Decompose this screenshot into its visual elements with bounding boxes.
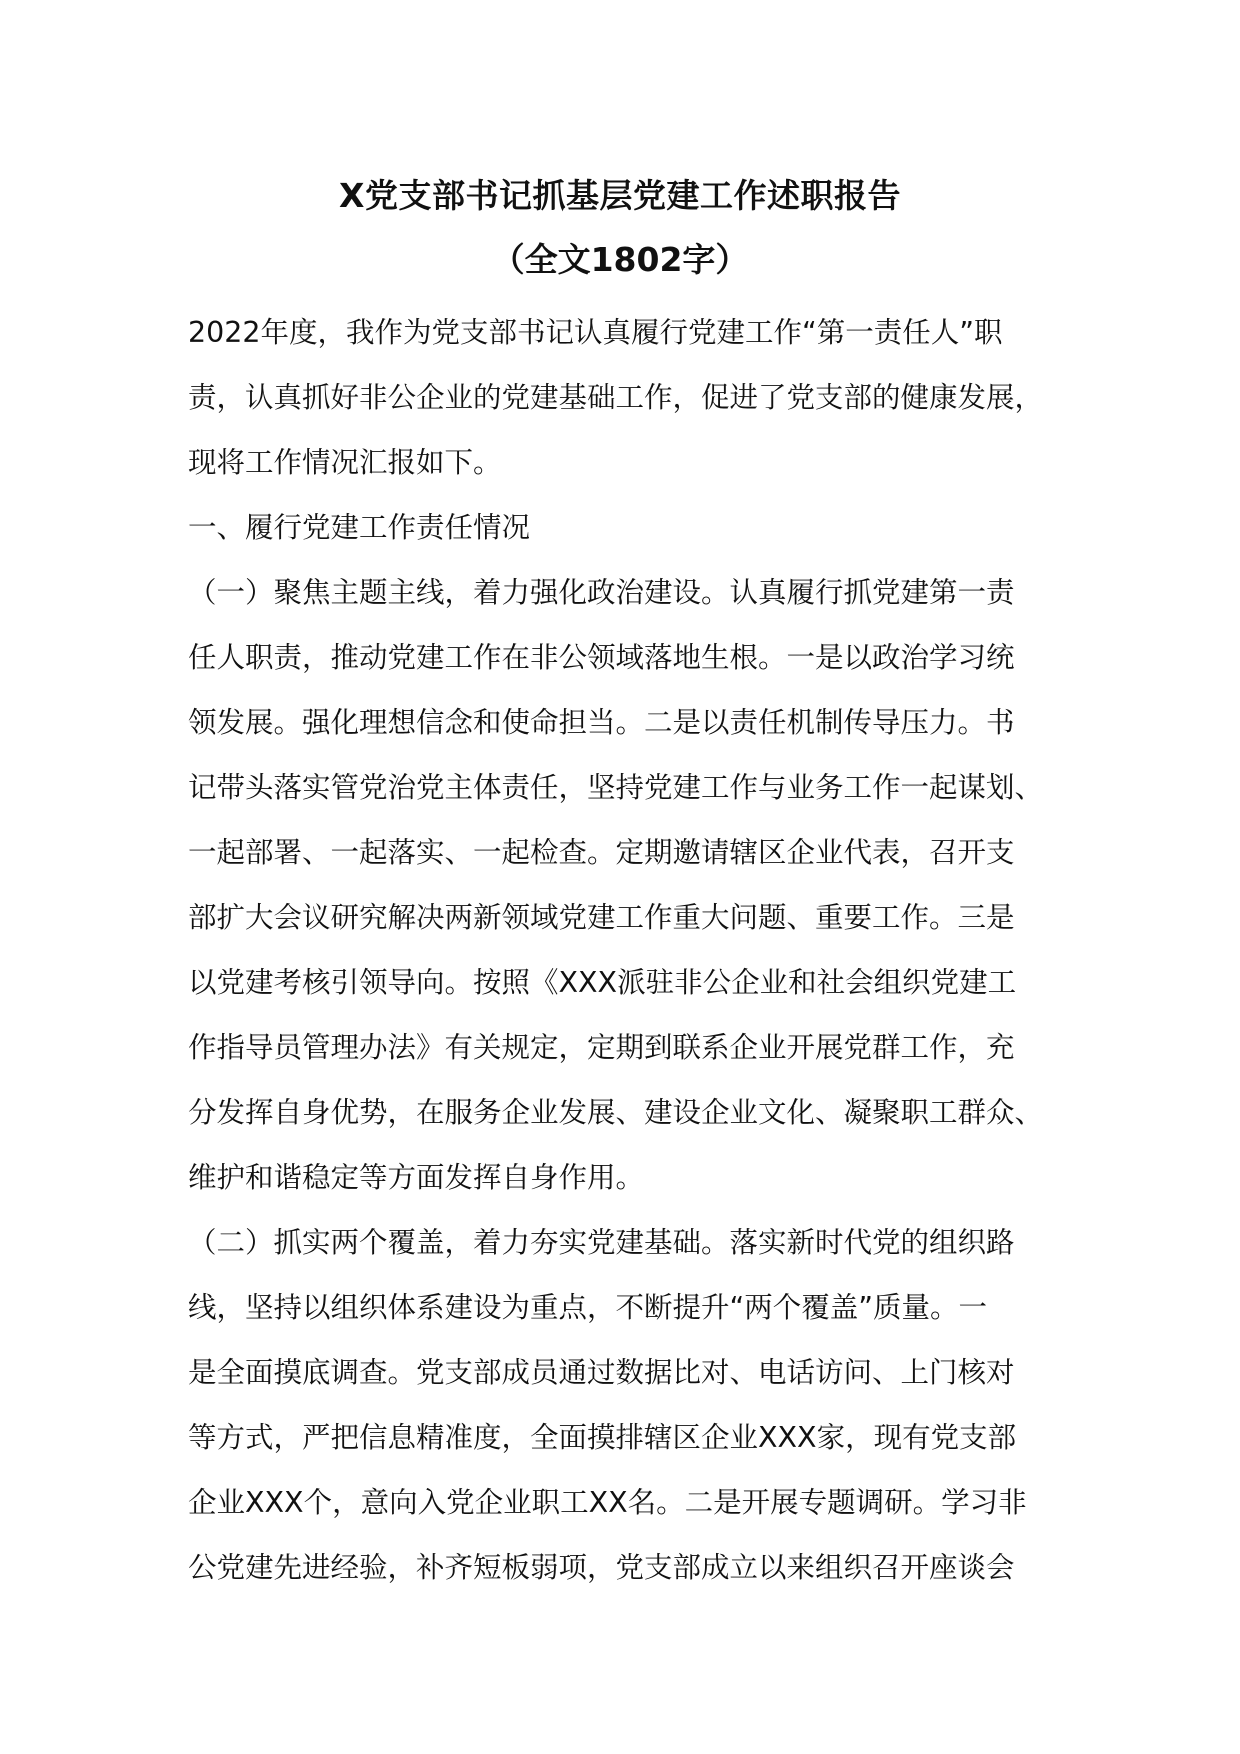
- text-line: 领发展。强化理想信念和使命担当。二是以责任机制传导压力。书: [188, 706, 1015, 739]
- text-line: 任人职责，推动党建工作在非公领域落地生根。一是以政治学习统: [188, 641, 1015, 674]
- text-line: （一）聚焦主题主线，着力强化政治建设。认真履行抓党建第一责: [188, 576, 1015, 609]
- text-line: 一起部署、一起落实、一起检查。定期邀请辖区企业代表，召开支: [188, 836, 1015, 869]
- text-line: 等方式，严把信息精准度，全面摸排辖区企业XXX家，现有党支部: [188, 1421, 1017, 1454]
- text-line: 部扩大会议研究解决两新领域党建工作重大问题、重要工作。三是: [188, 901, 1015, 934]
- text-line: 记带头落实管党治党主体责任，坚持党建工作与业务工作一起谋划、: [188, 771, 1044, 804]
- section-heading: 一、履行党建工作责任情况: [188, 511, 531, 544]
- text-line: 分发挥自身优势，在服务企业发展、建设企业文化、凝聚职工群众、: [188, 1096, 1044, 1129]
- body-text: [188, 300, 1068, 1600]
- document-subtitle: （全文1802字）: [491, 240, 749, 279]
- text-line: 维护和谐稳定等方面发挥自身作用。: [188, 1161, 645, 1194]
- text-line: 线，坚持以组织体系建设为重点，不断提升“两个覆盖”质量。一: [188, 1291, 988, 1324]
- text-line: 责，认真抓好非公企业的党建基础工作，促进了党支部的健康发展，: [188, 381, 1044, 414]
- title-block: [0, 172, 1240, 284]
- document-title: X党支部书记抓基层党建工作述职报告: [339, 176, 901, 215]
- text-line: （二）抓实两个覆盖，着力夯实党建基础。落实新时代党的组织路: [188, 1226, 1015, 1259]
- text-line: 作指导员管理办法》有关规定，定期到联系企业开展党群工作，充: [188, 1031, 1015, 1064]
- text-line: 是全面摸底调查。党支部成员通过数据比对、电话访问、上门核对: [188, 1356, 1015, 1389]
- text-line: 以党建考核引领导向。按照《XXX派驻非公企业和社会组织党建工: [188, 966, 1017, 999]
- text-line: 2022年度，我作为党支部书记认真履行党建工作“第一责任人”职: [188, 316, 1003, 349]
- text-line: 公党建先进经验，补齐短板弱项，党支部成立以来组织召开座谈会: [188, 1551, 1015, 1584]
- text-line: 企业XXX个，意向入党企业职工XX名。二是开展专题调研。学习非: [188, 1486, 1027, 1519]
- text-line: 现将工作情况汇报如下。: [188, 446, 502, 479]
